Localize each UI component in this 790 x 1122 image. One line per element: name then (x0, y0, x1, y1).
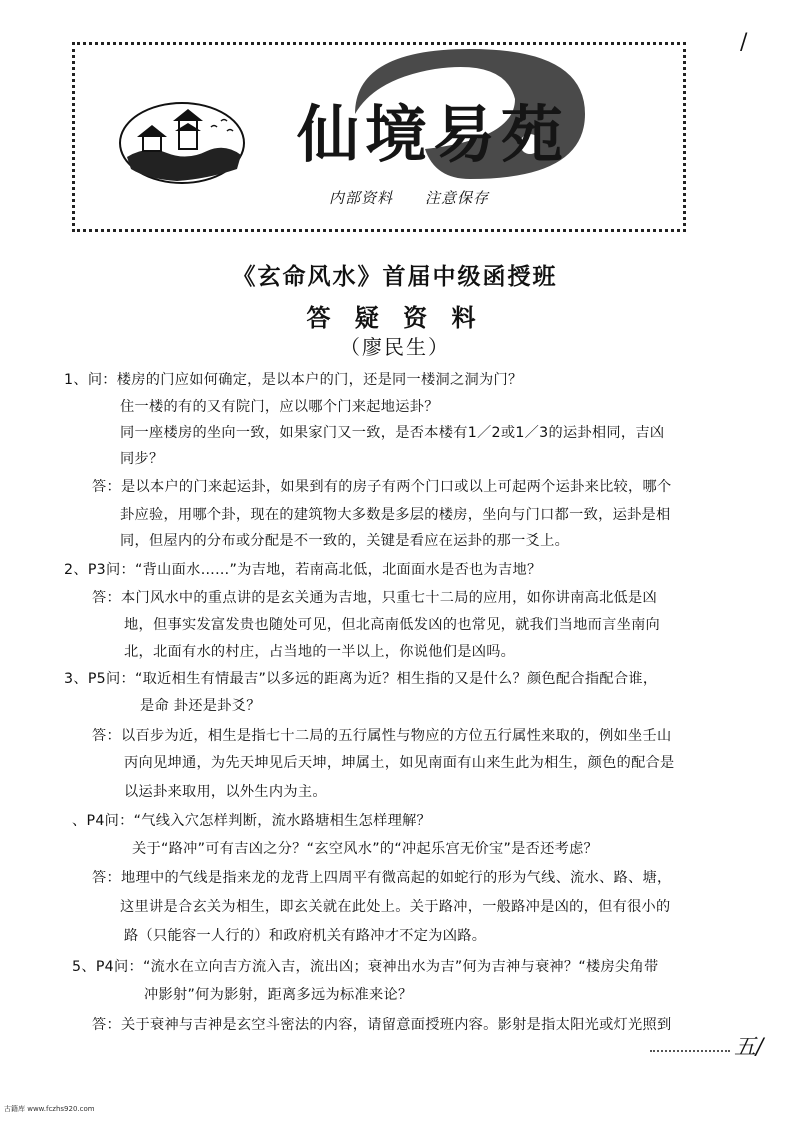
brand-subtitle: 内部资料 注意保存 (329, 189, 490, 207)
qa-line: 这里讲是合玄关为相生，即玄关就在此处上。关于路冲，一般路冲是凶的，但有很小的 (120, 899, 671, 915)
qa-line: 是命 卦还是卦爻？ (140, 698, 261, 714)
footer-watermark: 古籍库 www.fczhs920.com (4, 1105, 95, 1113)
qa-line: 答：以百步为近，相生是指七十二局的五行属性与物应的方位五行属性来取的，例如坐壬山 (92, 728, 672, 744)
qa-line: 答：地理中的气线是指来龙的龙背上四周平有微高起的如蛇行的形为气线、流水、路、塘， (92, 870, 672, 886)
qa-line: 住一楼的有的又有院门，应以哪个门来起地运卦？ (120, 399, 439, 415)
qa-line: 路（只能容一人行的）和政府机关有路冲才不定为凶路。 (124, 928, 487, 944)
qa-line: 2、P3问：“背山面水……”为吉地，若南高北低，北面面水是否也为吉地？ (64, 562, 542, 578)
brand-title: 仙境易苑 (297, 98, 570, 171)
qa-line: 地，但事实发富发贵也随处可见，但北高南低发凶的也常见，就我们当地而言坐南向 (124, 617, 661, 633)
margin-mark: / (740, 30, 748, 55)
scan-dash-mark (650, 1050, 730, 1052)
qa-line: 5、P4问：“流水在立向吉方流入吉，流出凶；衰神出水为吉”何为吉神与衰神？“楼房尖角带 (72, 959, 659, 975)
document-title: 《玄命风水》首届中级函授班 (232, 264, 558, 290)
qa-line: 以运卦来取用，以外生内为主。 (124, 784, 327, 800)
document-author: （廖民生） (340, 335, 450, 359)
qa-line: 卦应验，用哪个卦，现在的建筑物大多数是多层的楼房，坐向与门口都一致，运卦是相 (120, 507, 671, 523)
qa-line: 答：是以本户的门来起运卦，如果到有的房子有两个门口或以上可起两个运卦来比较，哪个 (92, 479, 672, 495)
pavilion-logo-icon (117, 97, 247, 187)
qa-line: 答：关于衰神与吉神是玄空斗密法的内容，请留意面授班内容。影射是指太阳光或灯光照到 (92, 1017, 672, 1033)
page-mark: 五/ (734, 1035, 764, 1060)
qa-line: 冲影射”何为影射，距离多远为标准来论？ (144, 987, 413, 1003)
qa-line: 丙向见坤通，为先天坤见后天坤，坤属土，如见南面有山来生此为相生，颜色的配合是 (124, 755, 675, 771)
qa-line: 同步？ (120, 451, 164, 467)
qa-line: 1、问：楼房的门应如何确定，是以本户的门，还是同一楼洞之洞为门？ (64, 372, 523, 388)
qa-line: 、P4问：“气线入穴怎样判断，流水路塘相生怎样理解？ (72, 813, 432, 829)
header-banner (72, 42, 686, 232)
qa-line: 北，北面有水的村庄，占当地的一半以上，你说他们是凶吗。 (124, 644, 516, 660)
qa-line: 同一座楼房的坐向一致，如果家门又一致，是否本楼有1／2或1／3的运卦相同，吉凶 (120, 425, 665, 441)
qa-line: 3、P5问：“取近相生有情最吉”以多远的距离为近？相生指的又是什么？颜色配合指配合谁， (64, 671, 658, 687)
qa-line: 答：本门风水中的重点讲的是玄关通为吉地，只重七十二局的应用，如你讲南高北低是凶 (92, 590, 658, 606)
document-subtitle: 答 疑 资 料 (306, 304, 484, 332)
qa-line: 同，但屋内的分布或分配是不一致的，关键是看应在运卦的那一爻上。 (120, 533, 570, 549)
qa-line: 关于“路冲”可有吉凶之分？“玄空风水”的“冲起乐宫无价宝”是否还考虑？ (132, 841, 599, 857)
